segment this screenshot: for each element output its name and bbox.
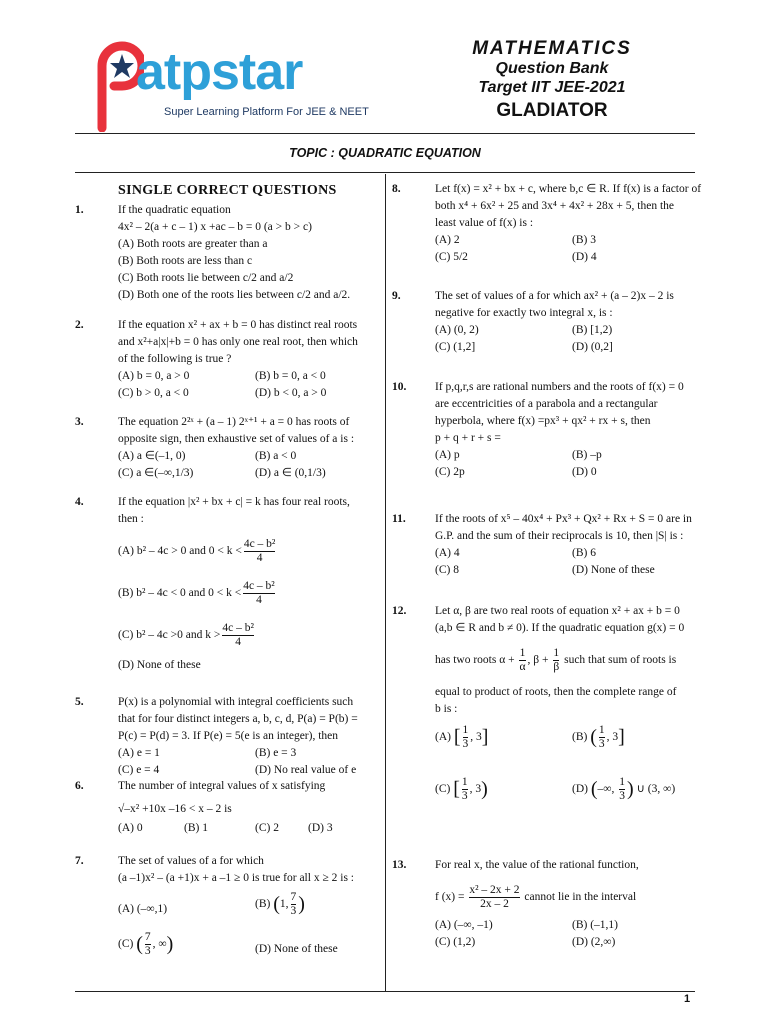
option: (D) No real value of e — [255, 764, 357, 776]
option: (C) (1,2) — [435, 936, 476, 948]
header-title-block — [432, 38, 672, 124]
option: (D) (2,∞) — [572, 936, 616, 948]
question-text: hyperbola, where f(x) =px³ + qx² + rx + s, then — [435, 415, 651, 427]
option: (A) 0 — [118, 822, 143, 834]
option: (B) e = 3 — [255, 747, 297, 759]
question-number: 1. — [75, 204, 84, 216]
question-text: that for four distinct integers a, b, c, d, P(a) = P(b) = — [118, 713, 358, 725]
option-a: (A) (–∞,1) — [118, 903, 168, 915]
question-text: b is : — [435, 703, 458, 715]
question-text: 4x² – 2(a + c – 1) x +ac – b = 0 (a > b > c) — [118, 221, 312, 233]
option: (A) 4 — [435, 547, 460, 559]
option: (A) (–∞, –1) — [435, 919, 493, 931]
option: (C) (1,2] — [435, 341, 476, 353]
topic-divider — [75, 172, 695, 173]
section-title: SINGLE CORRECT QUESTIONS — [118, 183, 337, 198]
option-c: (C) ( $\frac{7}{3}$ , ∞) — [118, 931, 174, 957]
option-b: (B) ( $\frac{1}{3}$ , 3] — [572, 724, 625, 750]
option: (C) 5/2 — [435, 251, 468, 263]
question-text: If the equation x² + ax + b = 0 has distinct real roots — [118, 319, 358, 331]
option: (D) b < 0, a > 0 — [255, 387, 327, 399]
roots-expression: has two roots α + $\frac{1}{\alpha}$ , β + $\frac{1}{\beta}$ such that sum of roots is — [435, 647, 677, 673]
option-c: (C) [ $\frac{1}{3}$ , 3) — [435, 776, 488, 802]
question-text: The number of integral values of x satisfying — [118, 780, 326, 792]
option-d: (D) (–∞, $\frac{1}{3}$ ) ∪ (3, ∞) — [572, 776, 676, 802]
option: (B) [1,2) — [572, 324, 613, 336]
topic-title: TOPIC : QUADRATIC EQUATION — [289, 146, 481, 160]
question-text: The set of values of a for which ax² + (a – 2)x – 2 is — [435, 290, 674, 302]
question-text: are eccentricities of a parabola and a rectangular — [435, 398, 658, 410]
option: (D) None of these — [572, 564, 655, 576]
option-b: (B) b² – 4c < 0 and 0 < k < $\frac{\text{4c – b²}}{4}$ — [118, 580, 275, 606]
option: (A) p — [435, 449, 460, 461]
option-c: (C) b² – 4c >0 and k > $\frac{\text{4c – b²}}{4}$ — [118, 622, 254, 648]
option: (A) e = 1 — [118, 747, 160, 759]
option: (B) 6 — [572, 547, 596, 559]
logo-wordmark: atpstar — [136, 43, 303, 101]
option: (B) Both roots are less than c — [118, 255, 253, 267]
question-number: 11. — [392, 513, 406, 525]
star-icon — [110, 54, 134, 78]
option: (C) a ∈(–∞,1/3) — [118, 467, 194, 479]
option: (B) a < 0 — [255, 450, 297, 462]
question-text: then : — [118, 513, 144, 525]
question-text: (a,b ∈ R and b ≠ 0). If the quadratic equation g(x) = 0 — [435, 622, 685, 634]
option: (D) 0 — [572, 466, 597, 478]
option-a: (A) b² – 4c > 0 and 0 < k < $\frac{\text{4c – b²}}{4}$ — [118, 538, 276, 564]
option: (D) 4 — [572, 251, 597, 263]
brand-logo — [92, 40, 392, 132]
column-divider — [385, 174, 386, 992]
option: (C) b > 0, a < 0 — [118, 387, 189, 399]
option: (D) (0,2] — [572, 341, 613, 353]
option: (A) 2 — [435, 234, 460, 246]
option: (D) 3 — [308, 822, 333, 834]
header-divider — [75, 133, 695, 134]
question-bank-label: Question Bank — [495, 60, 609, 77]
series-label: GLADIATOR — [496, 100, 608, 121]
option: (C) 8 — [435, 564, 459, 576]
option: (D) Both one of the roots lies between c/2 and a/2. — [118, 289, 351, 301]
question-number: 7. — [75, 855, 84, 867]
option: (D) a ∈ (0,1/3) — [255, 467, 326, 479]
question-text: If the quadratic equation — [118, 204, 231, 216]
option-d: (D) None of these — [255, 943, 338, 955]
question-text: G.P. and the sum of their reciprocals is 10, then |S| is : — [435, 530, 684, 542]
question-number: 12. — [392, 605, 407, 617]
option: (B) 3 — [572, 234, 596, 246]
question-number: 9. — [392, 290, 401, 302]
option: (B) 1 — [184, 822, 208, 834]
target-label: Target IIT JEE-2021 — [478, 79, 626, 96]
option: (C) Both roots lie between c/2 and a/2 — [118, 272, 294, 284]
question-text: If the equation |x² + bx + c| = k has four real roots, — [118, 496, 350, 508]
question-number: 8. — [392, 183, 401, 195]
question-number: 13. — [392, 859, 407, 871]
question-text: Let f(x) = x² + bx + c, where b,c ∈ R. If f(x) is a factor of — [435, 183, 702, 195]
question-text: both x⁴ + 6x² + 25 and 3x⁴ + 4x² + 28x + 5, then the — [435, 200, 674, 212]
option: (A) (0, 2) — [435, 324, 479, 336]
question-number: 4. — [75, 496, 84, 508]
option: (B) b = 0, a < 0 — [255, 370, 326, 382]
option: (C) 2 — [255, 822, 279, 834]
option-d: (D) None of these — [118, 659, 201, 671]
question-text: (a –1)x² – (a +1)x + a –1 ≥ 0 is true for all x ≥ 2 is : — [118, 872, 354, 884]
option: (C) e = 4 — [118, 764, 160, 776]
question-text: If the roots of x⁵ – 40x⁴ + Px³ + Qx² + Rx + S = 0 are in — [435, 513, 692, 525]
logo-tagline: Super Learning Platform For JEE & NEET — [164, 106, 369, 118]
inequality-expression: √–x² +10x –16 < x – 2 is — [118, 803, 232, 815]
option-a: (A) [ $\frac{1}{3}$ , 3] — [435, 724, 489, 750]
question-text: least value of f(x) is : — [435, 217, 534, 229]
subject-title: MATHEMATICS — [472, 38, 632, 59]
page-number: 1 — [684, 993, 691, 1005]
question-text: p + q + r + s = — [435, 432, 501, 444]
option: (B) –p — [572, 449, 602, 461]
option: (C) 2p — [435, 466, 465, 478]
question-number: 3. — [75, 416, 84, 428]
question-text: negative for exactly two integral x, is : — [435, 307, 613, 319]
question-text: For real x, the value of the rational function, — [435, 859, 639, 871]
question-number: 2. — [75, 319, 84, 331]
question-number: 10. — [392, 381, 407, 393]
option: (A) b = 0, a > 0 — [118, 370, 190, 382]
question-text: of the following is true ? — [118, 353, 232, 365]
function-expression: f (x) = $\frac{\text{x² – 2x + 2}}{2x - 2}$ cannot lie in the interval — [435, 884, 637, 910]
question-number: 5. — [75, 696, 84, 708]
question-text: equal to product of roots, then the complete range of — [435, 686, 677, 698]
question-text: opposite sign, then exhaustive set of values of a is : — [118, 433, 355, 445]
option: (A) a ∈(–1, 0) — [118, 450, 186, 462]
question-text: P(x) is a polynomial with integral coefficients such — [118, 696, 354, 708]
option: (A) Both roots are greater than a — [118, 238, 268, 250]
question-text: P(c) = P(d) = 3. If P(e) = 5(e is an integer), then — [118, 730, 339, 742]
option: (B) (–1,1) — [572, 919, 618, 931]
question-text: If p,q,r,s are rational numbers and the roots of f(x) = 0 — [435, 381, 684, 393]
question-text: Let α, β are two real roots of equation x² + ax + b = 0 — [435, 605, 680, 617]
question-number: 6. — [75, 780, 84, 792]
question-text: and x²+a|x|+b = 0 has only one real root, then which — [118, 336, 358, 348]
question-text: The set of values of a for which — [118, 855, 264, 867]
footer-divider — [75, 991, 695, 992]
option-b: (B) (1, $\frac{7}{3}$ ) — [255, 891, 305, 917]
question-text: The equation 2²ˣ + (a – 1) 2ˣ⁺¹ + a = 0 has roots of — [118, 416, 350, 428]
